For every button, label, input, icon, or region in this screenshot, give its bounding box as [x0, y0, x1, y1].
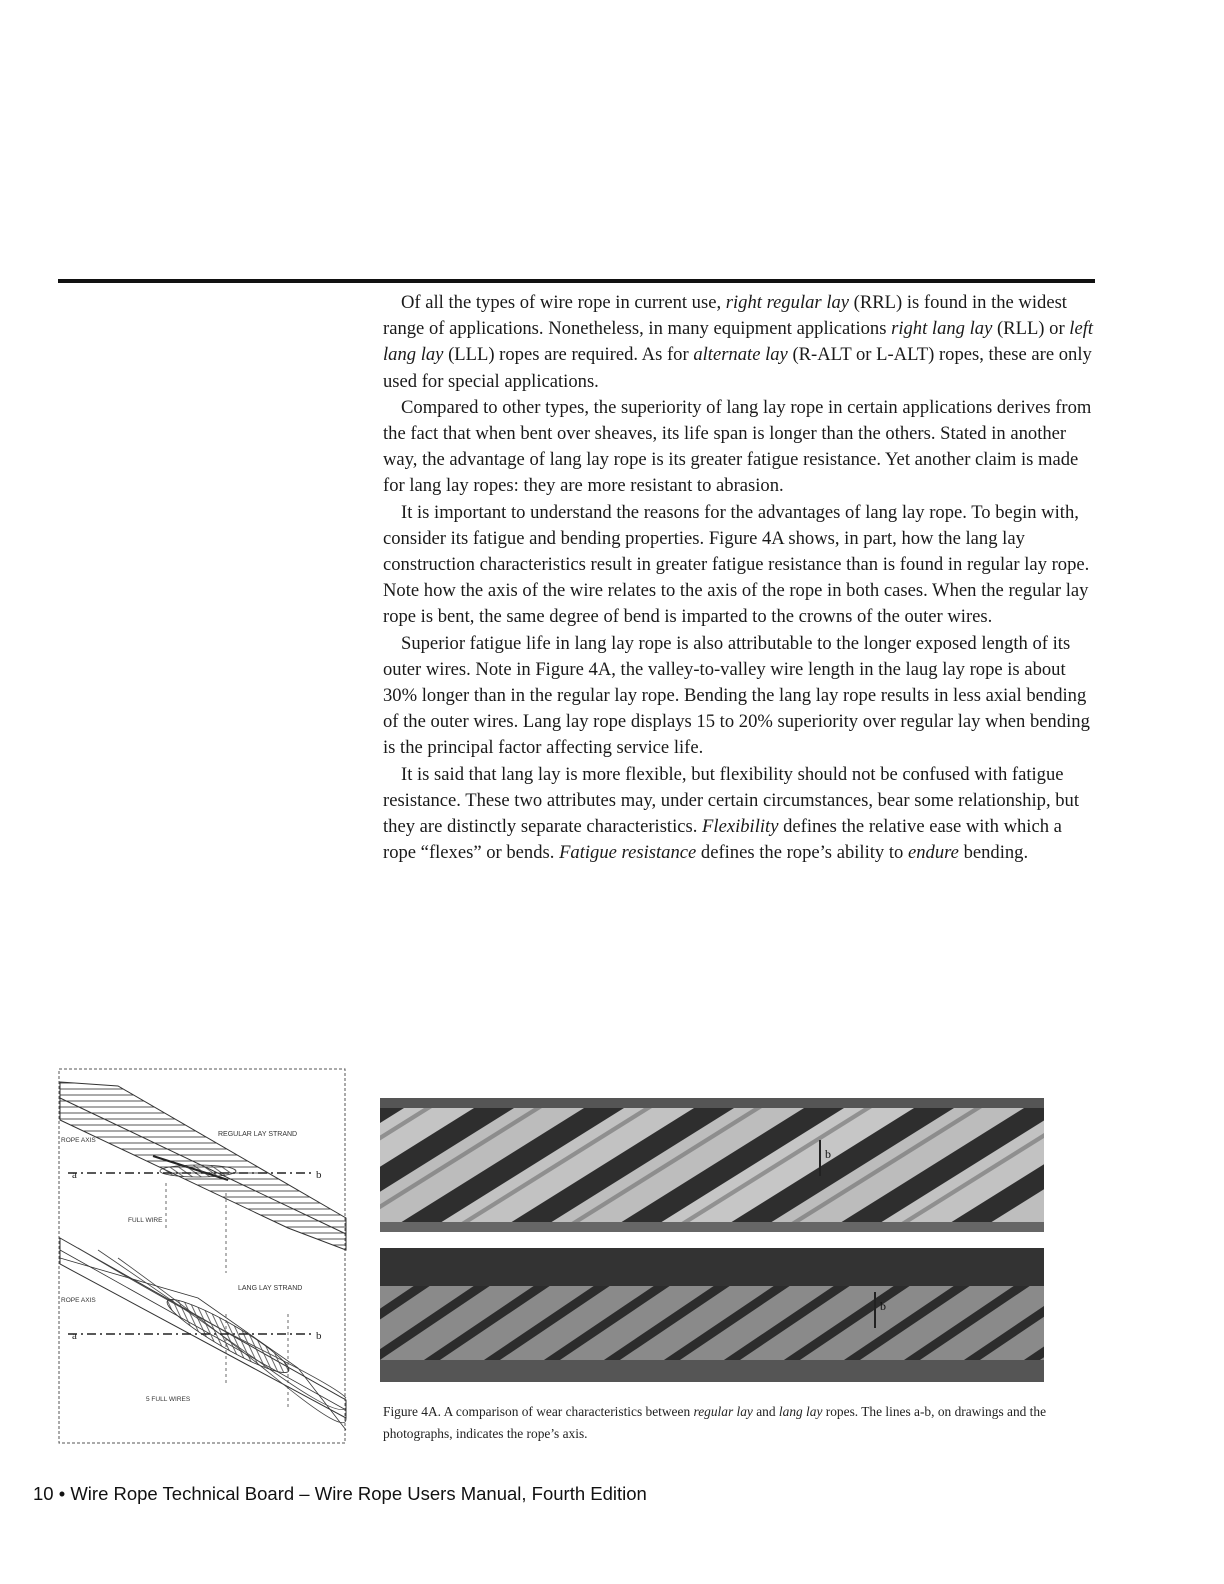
paragraph-1: Of all the types of wire rope in current use, right regular lay (RRL) is found in the widest range of applications. Nonetheless, in many equipment applications right lang lay (RLL) or left lang lay (LLL) ropes are required. As for alternate lay (R-ALT or L-ALT) ropes, these are only used for special applications. — [383, 292, 1094, 392]
paragraph-2: Compared to other types, the superiority of lang lay rope in certain applications derives from the fact that when bent over sheaves, its life span is longer than the others. Stated in another way, the advantage of lang lay rope is its greater fatigue resistance. Yet another claim is made for lang lay ropes: they are more resistant to abrasion. — [383, 396, 1092, 497]
label-a1: a — [72, 1169, 77, 1181]
label-a2: a — [72, 1330, 77, 1342]
label-regular-strand: REGULAR LAY STRAND — [218, 1131, 298, 1138]
label-rope-axis-1: ROPE AXIS — [61, 1137, 96, 1144]
label-full-wire: FULL WIRE — [128, 1217, 163, 1224]
label-b1: b — [316, 1169, 322, 1181]
diagram-svg — [58, 1068, 348, 1446]
body-text — [383, 290, 1095, 866]
label-full-wires: 5 FULL WIRES — [146, 1396, 191, 1403]
label-lang-strand: LANG LAY STRAND — [238, 1285, 303, 1292]
regular-lay-strand — [60, 1082, 346, 1250]
label-rope-axis-2: ROPE AXIS — [61, 1297, 96, 1304]
paragraph-3: It is important to understand the reasons for the advantages of lang lay rope. To begin with, consider its fatigue and bending properties. Figure 4A shows, in part, how the lang lay construction characteristics result in greater fatigue resistance than is found in regular lay rope. Note how the axis of the wire relates to the axis of the rope in both cases. When the regular lay rope is bent, the same degree of bend is imparted to the crowns of the outer wires. — [383, 501, 1090, 628]
lay-comparison-diagram — [58, 1068, 348, 1446]
photo-lang-b-label: b — [880, 1299, 886, 1313]
label-b2: b — [316, 1330, 322, 1342]
top-rule — [58, 279, 1095, 283]
figure-caption: Figure 4A. A comparison of wear characteristics between regular lay and lang lay ropes. The lines a-b, on drawings and the photographs, indicates the rope’s axis. — [383, 1404, 1047, 1441]
photo-regular-b-label: b — [825, 1147, 831, 1161]
paragraph-4: Superior fatigue life in lang lay rope is also attributable to the longer exposed length of its outer wires. Note in Figure 4A, the valley-to-valley wire length in the laug lay rope is about 30% longer than in the regular lay rope. Bending the lang lay rope results in less axial bending of the outer wires. Lang lay rope displays 15 to 20% superiority over regular lay when bending is the principal factor affecting service life. — [383, 632, 1090, 759]
lang-lay-photo — [380, 1248, 1044, 1382]
paragraph-5: It is said that lang lay is more flexible, but flexibility should not be confused with fatigue resistance. These two attributes may, under certain circumstances, bear some relationship, but they are distinctly separate characteristics. Flexibility defines the relative ease with which a rope “flexes” or bends. Fatigue resistance defines the rope’s ability to endure bending. — [383, 763, 1079, 864]
page-footer: 10 • Wire Rope Technical Board – Wire Rope Users Manual, Fourth Edition — [33, 1483, 647, 1504]
regular-lay-photo — [380, 1098, 1044, 1232]
